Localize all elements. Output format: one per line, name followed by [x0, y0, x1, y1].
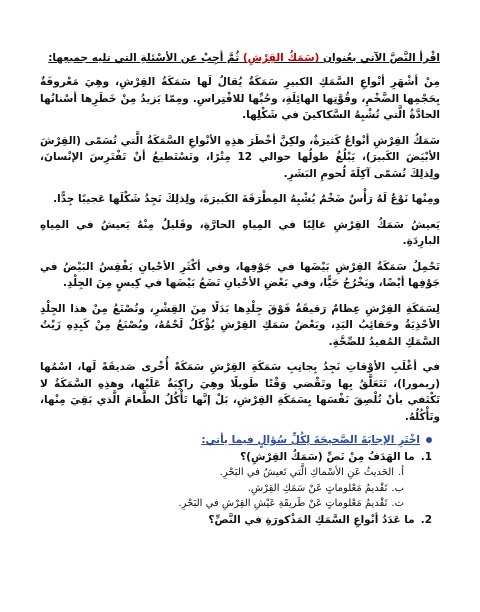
paragraph-2: سَمَكُ القِرْشِ أنْواعٌ كَثيرَةٌ، ولكِنَّ أخْطَرَ هذِهِ الأنْواعِ السَّمَكَةُ الَّتي تُسَمّى (القِرْشَ الأبْيَضَ الكَبيرَ)، يَبْلُغُ طولُها حوالي 12 مِتْرًا، وتَسْتَطيعُ أنْ تَفْتَرِسَ الإنْسانَ، ولِذلِكَ تُسَمّى آكِلَةَ لُحومِ البَشَرِ. — [40, 134, 440, 180]
paragraph-3: ومِنْها نَوْعٌ لَهُ رَأْسٌ ضَخْمٌ يُشْبِهُ المِطْرَقَةَ الكَبيرَةَ، ولِذلِكَ نَجِدُ شَكْلَها عَجيبًا جِدًّا. — [53, 193, 440, 205]
option-text: تَقْديمُ مَعْلوماتٍ عَنْ سَمَكِ القِرْشِ. — [247, 482, 388, 494]
option-letter: ت. — [391, 498, 404, 509]
paragraph-1: مِنْ أشْهَرِ أنْواعِ السَّمَكِ الكبيرِ سَمَكَةٌ يُقالُ لَها سَمَكَةُ القِرْشِ، وهِيَ مَعْروفَةٌ بِحَجْمِها الضَّخْمِ، وقُوَّتِها الهائِلَةِ، وحُبِّها للافْتِراسِ. ومِمّا يَزيدُ مِنْ خَطَرِها أسْنانُها الحادَّةُ الَّتي تُشْبِهُ السَّكاكينَ في شَكْلِها. — [40, 76, 440, 121]
question-text: ما عَدَدُ أنْواعِ السَّمَكِ المَذْكورَةِ في النَّصِّ؟ — [208, 513, 415, 526]
question-2 — [40, 512, 432, 528]
bullet-icon — [426, 437, 432, 443]
questions-heading-text: اخْتَرِ الإجابَةَ الصَّحيحَةَ لِكُلِّ سُؤالٍ فيما يأتي: — [201, 434, 420, 446]
title-suffix: ثُمَّ أجِبْ عن الأسْئلةِ التي تليه جميعِها: — [48, 52, 240, 64]
question-number: 1. — [420, 451, 432, 463]
option-letter: أ. — [398, 467, 404, 478]
option-letter: ب. — [391, 482, 404, 494]
title-prefix: اقْرأ النَّصَّ الآتي بعُنوان — [322, 52, 440, 64]
title-highlight: (سَمَكُ القِرْشِ) — [242, 52, 320, 64]
question-1-options — [40, 465, 404, 512]
option-text: الحَديثُ عَنِ الأسْماكِ الَّتي تَعيشُ في البَحْرِ. — [219, 467, 395, 478]
paragraph-4: يَعيشُ سَمَكُ القِرْشِ غالِبًا في المِياهِ الحارَّةِ، وقَليلٌ مِنْهُ يَعيشُ في المِياهِ البارِدَةِ. — [40, 218, 440, 247]
question-number: 2. — [420, 513, 432, 526]
option-text: تَقْديمُ مَعْلوماتٍ عَنْ طَريقَةِ عَيْشِ القِرْشِ في البَحْرِ. — [178, 498, 388, 509]
instruction-title — [40, 50, 440, 66]
paragraph-7: في أغْلَبِ الأوْقاتِ نَجِدُ بِجانِبِ سَمَكَةِ القِرْشِ سَمَكَةً أُخْرى صَديقَةً لَها، اسْمُها (ريمورا)، تَتَعَلَّقُ بِها وتَقْضي وَقْتًا طَويلًا وهِيَ راكِبَةٌ عَلَيْها، وهذِهِ السَّمَكَةُ لا تَكْتَفي بأنْ تُلْصِقَ نَفْسَها بِسَمَكَةِ القِرْشِ، بَلْ إنَّها تَأْكُلُ الطَّعامَ الَّذي بَقِيَ مِنْها، وتَأْكُلُهُ. — [40, 361, 440, 423]
option-c[interactable] — [40, 496, 404, 512]
paragraph-5: تَحْمِلُ سَمَكَةُ القِرْشِ بَيْضَها في جَوْفِها، وفي أكْثَرِ الأحْيانِ يَفْقِسُ البَيْضُ في جَوْفِها أيْضًا، ويَخْرُجُ حَيًّا، وفي بَعْضِ الأحْيانِ تَضَعُ بَيْضَها في كِيسٍ مِنَ الجِلْدِ. — [40, 260, 440, 289]
question-1 — [40, 449, 432, 465]
question-text: ما الهَدَفُ مِنْ نَصِّ (سَمَكُ القِرْشِ)؟ — [240, 451, 415, 463]
option-b[interactable] — [40, 481, 404, 497]
questions-heading — [40, 434, 432, 446]
paragraph-6: لِسَمَكَةِ القِرْشِ عِظامٌ رَقيقَةٌ فَوْقَ جِلْدِها بَدَلًا مِنَ القِشْرِ، وتُصْنَعُ مِنْ هذا الجِلْدِ الأحْذِيَةُ وحَقائِبُ اليَدِ، وبَعْضُ سَمَكِ القِرْشِ يُؤْكَلُ لَحْمُهُ، ويُصْنَعُ مِنْ كَبِدِهِ زَيْتُ السَّمَكِ المُفيدُ للصِّحَّةِ. — [40, 302, 440, 348]
option-a[interactable] — [40, 465, 404, 481]
